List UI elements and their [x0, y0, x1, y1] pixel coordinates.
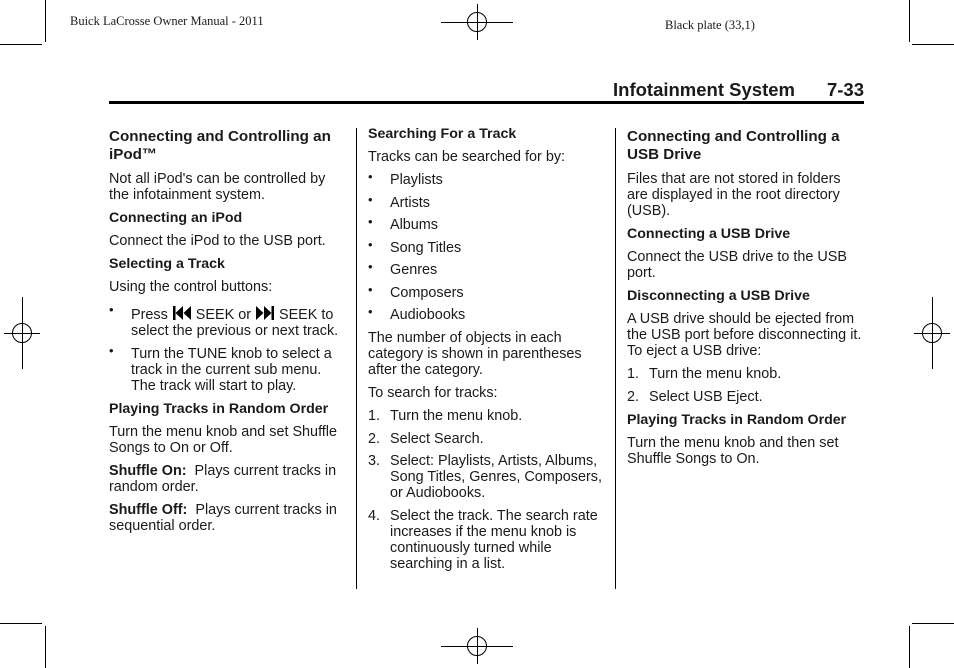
list-item: • Genres: [368, 259, 438, 278]
header-rule: [109, 101, 864, 104]
registration-circle: [467, 636, 487, 656]
ipod-intro: Not all iPod's can be controlled by the infotainment system.: [109, 171, 326, 203]
search-steps-list: [368, 408, 608, 572]
search-categories-list: [368, 169, 608, 323]
page-number: 7-33: [826, 79, 864, 100]
column-divider: [356, 128, 357, 589]
crop-mark: [0, 623, 42, 624]
usb-heading: Connecting and Controlling a USB Drive: [627, 128, 840, 163]
usb-random-heading: Playing Tracks in Random Order: [627, 411, 847, 428]
plate-label: Black plate (33,1): [665, 18, 755, 32]
list-item: • Composers: [368, 281, 464, 301]
crop-mark: [0, 44, 42, 45]
list-item: 1. Turn the menu knob.: [368, 408, 523, 424]
search-text: Tracks can be searched for by:: [368, 149, 566, 165]
registration-circle: [467, 12, 487, 32]
connect-usb-heading: Connecting a USB Drive: [627, 226, 791, 242]
list-item: • Albums: [368, 214, 438, 233]
seek-forward-icon: [255, 305, 275, 321]
connect-ipod-heading: Connecting an iPod: [109, 210, 243, 226]
search-heading: Searching For a Track: [368, 126, 517, 142]
usb-intro: Files that are not stored in folders are displayed in the root directory (USB).: [627, 171, 841, 219]
eject-steps-list: [627, 366, 863, 405]
list-item: 2. Select USB Eject.: [627, 388, 763, 405]
list-item: • Audiobooks: [368, 304, 466, 323]
shuffle-off-text: Shuffle Off: Plays current tracks in sequential order.: [109, 501, 337, 534]
column-ipod: [109, 126, 347, 541]
list-item: • Turn the TUNE knob to select a track in the current sub menu. The track will start to play.: [109, 342, 332, 394]
usb-random-text: Turn the menu knob and then set Shuffle Songs to On.: [627, 434, 839, 467]
list-item: • Song Titles: [368, 236, 462, 256]
ipod-heading: Connecting and Controlling an iPod™: [109, 128, 331, 163]
list-item: 4. Select the track. The search rate increases if the menu knob is continuously turned while searching in a list.: [368, 507, 598, 572]
random-order-text: Turn the menu knob and set Shuffle Songs to On or Off.: [109, 423, 338, 456]
list-item: • Press SEEK or SEEK to select the previous or next track.: [109, 302, 339, 339]
seek-back-icon: [172, 305, 192, 321]
select-track-heading: Selecting a Track: [109, 256, 225, 272]
control-buttons-list: [109, 302, 347, 394]
list-item: 3. Select: Playlists, Artists, Albums, Song Titles, Genres, Composers, or Audiobooks.: [368, 453, 602, 501]
disconnect-usb-heading: Disconnecting a USB Drive: [627, 288, 810, 304]
list-item: 2. Select Search.: [368, 430, 484, 447]
random-order-heading: Playing Tracks in Random Order: [109, 400, 329, 417]
disconnect-usb-text: A USB drive should be ejected from the USB port before disconnecting it. To eject a USB drive:: [627, 311, 862, 359]
connect-usb-text: Connect the USB drive to the USB port.: [627, 249, 847, 281]
select-track-text: Using the control buttons:: [109, 279, 273, 295]
column-search: [368, 126, 608, 579]
list-item: • Playlists: [368, 169, 443, 188]
list-item: 1. Turn the menu knob.: [627, 366, 782, 382]
registration-circle: [922, 323, 942, 343]
list-item: • Artists: [368, 191, 430, 211]
crop-mark: [909, 0, 910, 42]
connect-ipod-text: Connect the iPod to the USB port.: [109, 233, 326, 249]
section-title: Infotainment System: [613, 79, 795, 100]
column-divider: [615, 128, 616, 589]
crop-mark: [912, 623, 954, 624]
manual-title: Buick LaCrosse Owner Manual - 2011: [70, 14, 264, 28]
column-usb: [627, 126, 863, 474]
shuffle-on-text: Shuffle On: Plays current tracks in random order.: [109, 462, 337, 495]
crop-mark: [45, 626, 46, 668]
registration-circle: [12, 323, 32, 343]
crop-mark: [45, 0, 46, 42]
category-count-text: The number of objects in each category is shown in parentheses after the category.: [368, 330, 582, 378]
section-header: [613, 79, 864, 101]
crop-mark: [909, 626, 910, 668]
to-search-text: To search for tracks:: [368, 385, 498, 401]
crop-mark: [912, 44, 954, 45]
